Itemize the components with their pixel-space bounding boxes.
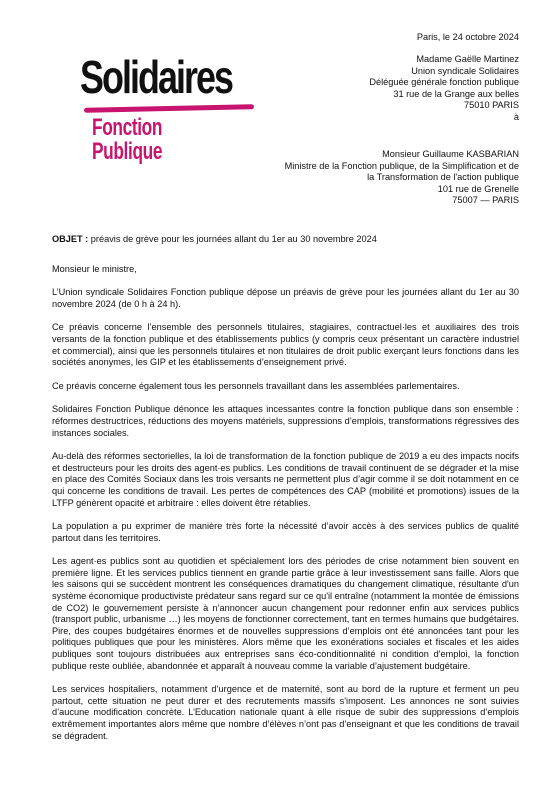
recipient-name: Monsieur Guillaume KASBARIAN bbox=[382, 149, 519, 159]
recipient-street: 101 rue de Grenelle bbox=[437, 183, 519, 194]
sender-street: 31 rue de la Grange aux belles bbox=[393, 88, 519, 99]
logo-main-text: Solidaires bbox=[80, 51, 233, 103]
sender-address bbox=[369, 54, 519, 124]
logo-brush-stroke bbox=[84, 104, 254, 113]
solidaires-logo bbox=[78, 51, 263, 165]
paragraph: Les services hospitaliers, notamment d’urgence et de maternité, sont au bord de la rupture et ferment un peu partout, cette situation ne peut durer et des recrutements massifs s'imposent. Les annonces ne sont suivies d’aucune modification concrète. L’Education nationale quant à elle risque de subir des suppressions d’emplois extrêmement importantes alors même que nombre d’élèves n’ont pas d’enseignant et que les conditions de travail se dégradent. bbox=[52, 684, 519, 741]
sender-role: Déléguée générale fonction publique bbox=[369, 77, 519, 88]
letter-body bbox=[52, 234, 519, 754]
paragraph: Solidaires Fonction Publique dénonce les attaques incessantes contre la fonction publique dans son ensemble : réformes destructrices, réductions des moyens matériels, suppressions d’emplois, transformations régressives des instances sociales. bbox=[52, 404, 519, 438]
paragraph: L’Union syndicale Solidaires Fonction publique dépose un préavis de grève pour les journées allant du 1er au 30 novembre 2024 (de 0 h à 24 h). bbox=[52, 287, 519, 309]
paragraph: Les agent·es publics sont au quotidien et spécialement lors des périodes de crise notamment bien souvent en première ligne. Et les services publics tiennent en grande partie grâce à leur investissement sans faille. Alors que les saisons qui se succèdent montrent les conséquences dramatiques du changement climatique, résultante d'un système économique productiviste prédateur sans regard sur ce qu'il entraîne (notamment la montée de émissions de CO2) le gouvernement persiste à n’annoncer aucun changement pour redonner enfin aux services publics (transport public, urbanisme …) les moyens de fonctionner correctement, tant en termes humains que budgétaires. Pire, des coupes budgétaires énormes et de nouvelles suppressions d’emplois ont été annoncées tant pour les politiques publiques que pour les ministères. Alors même que les exonérations sociales et fiscales et les aides publiques sont toujours distribuées aux entreprises sans éco-conditionnalité ni condition d'emploi, la fonction publique reste oubliée, abandonnée et apparaît à nouveau comme la variable d’ajustement budgétaire. bbox=[52, 556, 519, 671]
subject-label: OBJET : bbox=[52, 234, 89, 244]
letter-date: Paris, le 24 octobre 2024 bbox=[416, 32, 519, 42]
sender-city: 75010 PARIS bbox=[464, 100, 519, 111]
paragraph: Ce préavis concerne l’ensemble des personnels titulaires, stagiaires, contractuel·les et auxiliaires des trois versants de la fonction publique et des établissements publics (y compris ceux présentant un caractère industriel et commercial), ainsi que les personnels titulaires et non titulaires de droit public exerçant leurs fonctions dans les sociétés anonymes, les GIP et les établissements d’enseignement privé. bbox=[52, 322, 519, 368]
paragraph: Ce préavis concerne également tous les personnels travaillant dans les assemblées parlementaires. bbox=[52, 380, 460, 391]
paragraph: La population a pu exprimer de manière très forte la nécessité d’avoir accès à des services publics de qualité partout dans les territoires. bbox=[52, 521, 519, 543]
paragraph: Au-delà des réformes sectorielles, la loi de transformation de la fonction publique de 2019 a eu des impacts nocifs et destructeurs pour les droits des agent·es publics. Les conditions de travail continuent de se dégrader et la mise en place des Comités Sociaux dans les trois versants ne permettent plus d’agir comme il se doit notamment en ce qui concerne les conditions de travail. Les pertes de compétences des CAP (mobilité et promotions) issues de la LTFP génèrent opacité et arbitraire : elles doivent être rétablies. bbox=[52, 451, 519, 508]
sender-org: Union syndicale Solidaires bbox=[411, 65, 519, 76]
letter-subject bbox=[52, 234, 519, 246]
salutation: Monsieur le ministre, bbox=[52, 263, 137, 274]
addressee-connector: à bbox=[513, 111, 519, 122]
recipient-city: 75007 — PARIS bbox=[452, 195, 519, 206]
recipient-address bbox=[279, 149, 519, 207]
logo-sub-text: Fonction Publique bbox=[92, 114, 163, 165]
recipient-role: Ministre de la Fonction publique, de la Simplification et de la Transformation de l'action publique bbox=[284, 160, 519, 183]
subject-text: préavis de grève pour les journées allant du 1er au 30 novembre 2024 bbox=[88, 234, 377, 244]
sender-name: Madame Gaëlle Martinez bbox=[416, 54, 519, 64]
